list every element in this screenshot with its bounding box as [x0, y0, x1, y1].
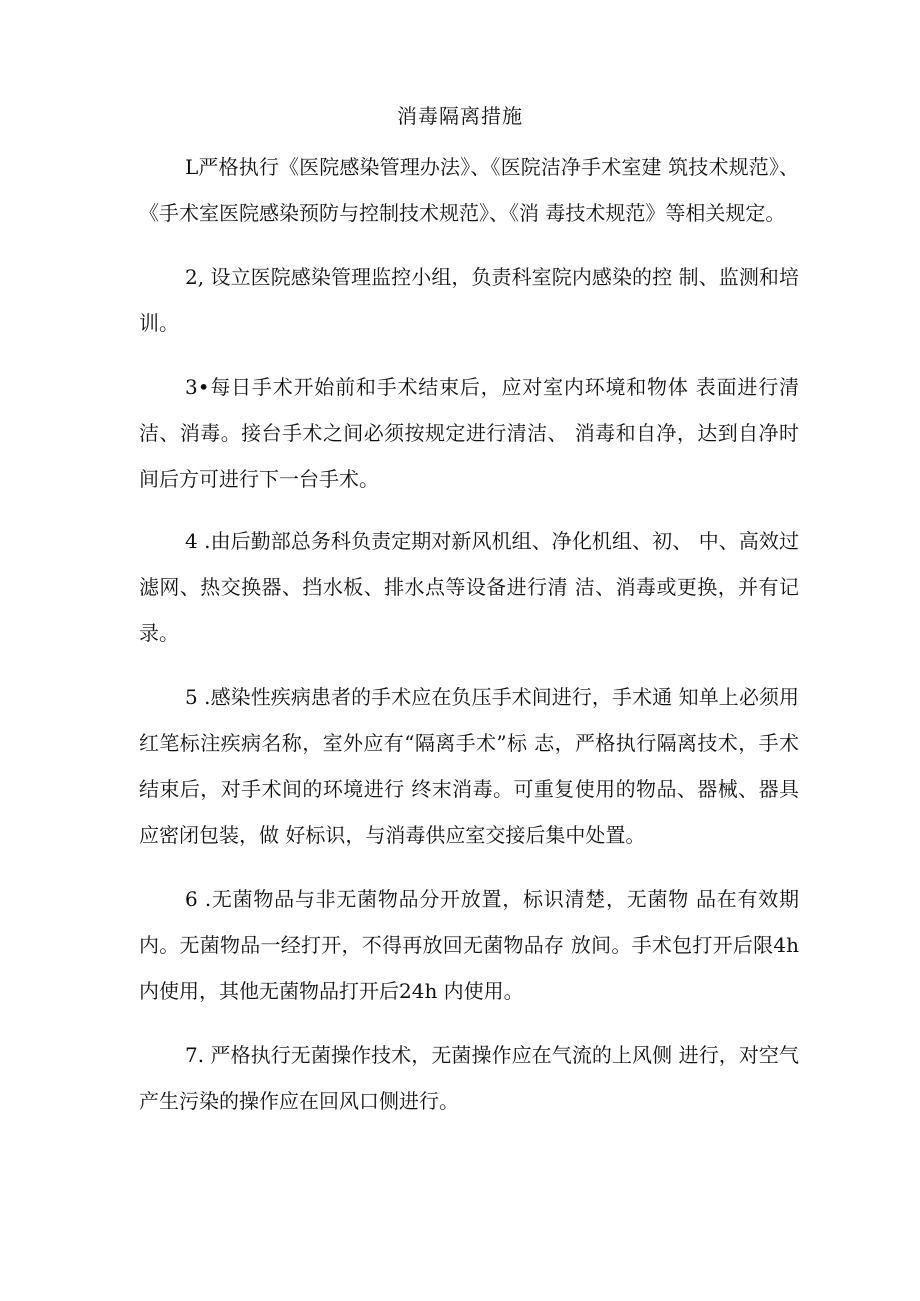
paragraph-1: L严格执行《医院感染管理办法》、《医院洁净手术室建 筑技术规范》、《手术室医院感染预防与控制技术规范》、《消 毒技术规范》等相关规定。: [139, 155, 799, 225]
document-title: 消毒隔离措施: [397, 104, 523, 128]
paragraph-7: 7. 严格执行无菌操作技术，无菌操作应在气流的上风侧 进行，对空气产生污染的操作应在回风口侧进行。: [139, 1043, 799, 1113]
paragraph-6: 6 .无菌物品与非无菌物品分开放置，标识清楚，无菌物 品在有效期内。无菌物品一经打开，不得再放回无菌物品存 放间。手术包打开后限4h内使用，其他无菌物品打开后24h 内使用。: [139, 887, 799, 1003]
paragraph-3: 3•每日手术开始前和手术结束后，应对室内环境和物体 表面进行清洁、消毒。接台手术之间必须按规定进行清洁、 消毒和自净，达到自净时间后方可进行下一台手术。: [139, 375, 799, 491]
paragraph-2: 2, 设立医院感染管理监控小组，负责科室院内感染的控 制、监测和培训。: [139, 265, 799, 335]
paragraph-4: 4 .由后勤部总务科负责定期对新风机组、净化机组、初、 中、高效过滤网、热交换器、挡水板、排水点等设备进行清 洁、消毒或更换，并有记录。: [139, 529, 799, 645]
paragraph-5: 5 .感染性疾病患者的手术应在负压手术间进行，手术通 知单上必须用红笔标注疾病名称，室外应有“隔离手术”标 志，严格执行隔离技术，手术结束后，对手术间的环境进行 终末消毒。可重复使用的物品、器械、器具应密闭包装，做 好标识，与消毒供应室交接后集中处置。: [139, 685, 799, 847]
document-body: [139, 144, 799, 1142]
